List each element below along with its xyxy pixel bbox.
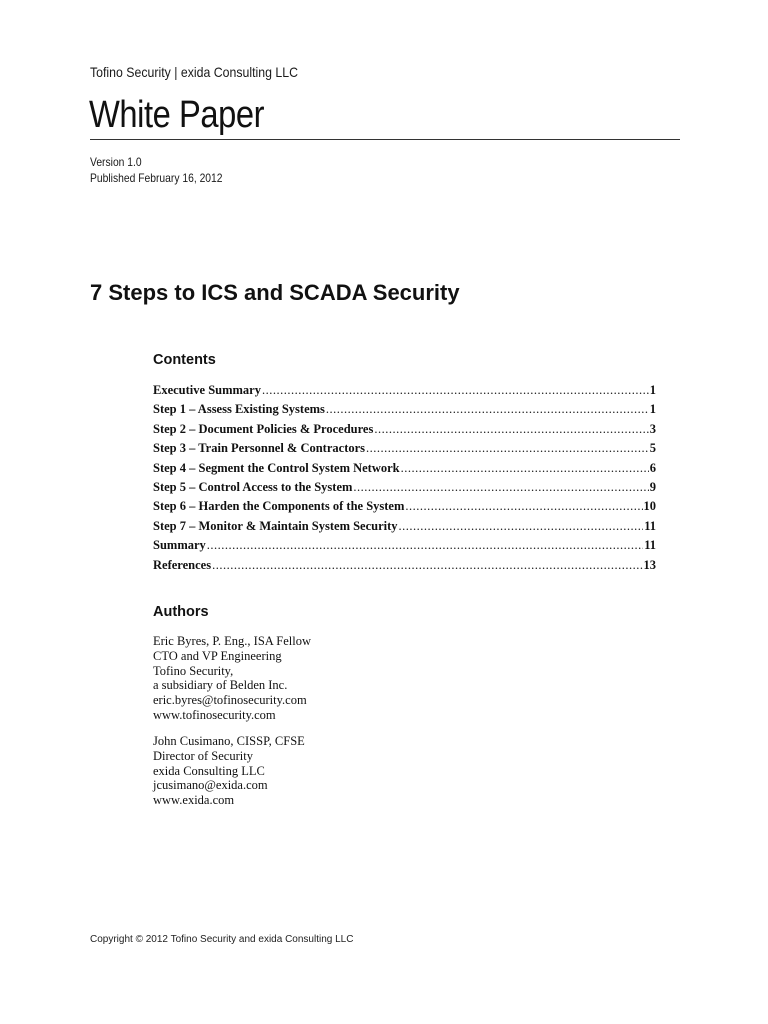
toc-entry-page: 3: [649, 421, 656, 436]
toc-entry-step-1[interactable]: [153, 402, 656, 421]
toc-entry-page: 1: [649, 402, 656, 417]
contents-heading: Contents: [153, 352, 216, 368]
copyright-footer: Copyright © 2012 Tofino Security and exida Consulting LLC: [90, 934, 354, 945]
toc-leader-dots: [401, 461, 649, 476]
author-affiliation: a subsidiary of Belden Inc.: [153, 678, 288, 693]
version-label: Version 1.0: [90, 155, 142, 169]
author-website[interactable]: www.exida.com: [153, 793, 235, 808]
toc-leader-dots: [262, 383, 649, 398]
toc-entry-step-7[interactable]: [153, 519, 656, 538]
author-card-eric-byres: [153, 634, 311, 723]
organization-line: Tofino Security | exida Consulting LLC: [90, 64, 298, 80]
toc-entry-summary[interactable]: [153, 538, 656, 557]
toc-leader-dots: [207, 538, 643, 553]
toc-leader-dots: [405, 499, 642, 514]
toc-entry-label: Step 6 – Harden the Components of the System: [153, 499, 405, 514]
toc-entry-label: Step 7 – Monitor & Maintain System Security: [153, 518, 398, 533]
toc-entry-page: 1: [649, 383, 656, 397]
toc-entry-page: 9: [649, 479, 656, 494]
author-email[interactable]: jcusimano@exida.com: [153, 778, 268, 793]
toc-entry-label: Summary: [153, 538, 206, 553]
toc-leader-dots: [212, 558, 642, 573]
toc-entry-label: References: [153, 557, 212, 572]
toc-leader-dots: [326, 402, 649, 417]
author-organization: exida Consulting LLC: [153, 763, 265, 778]
toc-entry-page: 11: [644, 538, 656, 553]
document-type-heading: White Paper: [89, 94, 265, 136]
author-card-john-cusimano: [153, 734, 305, 808]
toc-entry-page: 10: [643, 499, 656, 514]
toc-entry-label: Step 2 – Document Policies & Procedures: [153, 421, 374, 436]
author-organization: Tofino Security,: [153, 663, 234, 678]
toc-entry-page: 13: [643, 557, 656, 572]
author-email[interactable]: eric.byres@tofinosecurity.com: [153, 693, 307, 708]
toc-entry-step-6[interactable]: [153, 499, 656, 518]
toc-leader-dots: [366, 441, 649, 456]
toc-entry-references[interactable]: [153, 558, 656, 577]
toc-entry-executive-summary[interactable]: [153, 383, 656, 402]
author-role: CTO and VP Engineering: [153, 648, 282, 663]
author-name: Eric Byres, P. Eng., ISA Fellow: [153, 634, 311, 648]
document-title: 7 Steps to ICS and SCADA Security: [90, 280, 460, 305]
toc-leader-dots: [399, 519, 644, 534]
toc-entry-label: Step 4 – Segment the Control System Network: [153, 460, 400, 475]
toc-entry-step-2[interactable]: [153, 422, 656, 441]
toc-entry-label: Step 5 – Control Access to the System: [153, 479, 353, 494]
toc-entry-page: 5: [649, 441, 656, 456]
toc-entry-label: Step 1 – Assess Existing Systems: [153, 402, 325, 417]
toc-entry-step-5[interactable]: [153, 480, 656, 499]
author-name: John Cusimano, CISSP, CFSE: [153, 734, 305, 748]
toc-entry-step-3[interactable]: [153, 441, 656, 460]
author-role: Director of Security: [153, 748, 253, 763]
toc-leader-dots: [353, 480, 648, 495]
authors-heading: Authors: [153, 604, 209, 620]
toc-entry-page: 11: [644, 518, 656, 533]
author-website[interactable]: www.tofinosecurity.com: [153, 707, 276, 722]
toc-entry-label: Step 3 – Train Personnel & Contractors: [153, 441, 366, 456]
toc-entry-label: Executive Summary: [153, 383, 261, 397]
toc-entry-step-4[interactable]: [153, 461, 656, 480]
toc-entry-page: 6: [649, 460, 656, 475]
toc-leader-dots: [374, 422, 648, 437]
published-date: Published February 16, 2012: [90, 171, 223, 185]
table-of-contents: [153, 383, 656, 577]
header-divider: [90, 139, 680, 140]
